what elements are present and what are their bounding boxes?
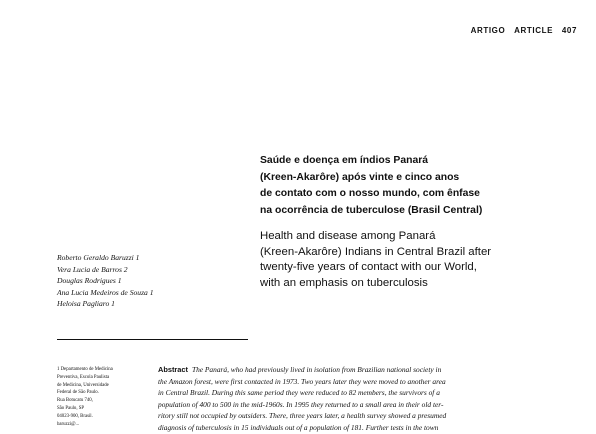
title-en-line: Health and disease among Panará [260,230,436,242]
title-portuguese [260,153,560,219]
abstract-block [158,364,554,434]
title-pt-line: de contato com o nosso mundo, com ênfase [260,188,480,199]
separator-rule [57,339,248,340]
author-name: Vera Lucia de Barros 2 [57,264,128,274]
abstract-line [158,364,554,376]
abstract-text: The Panará, who had previously lived in isolation from Brazilian national society in [191,365,442,374]
affiliation-line: Rua Botucatu 740, [57,398,93,404]
section-label-en: ARTICLE [514,26,554,35]
title-english [260,229,570,291]
abstract-label: Abstract [158,365,188,374]
abstract-line: the Amazon forest, were first contacted in 1973. Two years later they were moved to another area [158,376,446,386]
abstract-line: diagnosis of tuberculosis in 15 individuals out of a population of 181. Further tests in the town [158,422,439,432]
abstract-line: population of 400 to 500 in the mid-1960s. In 1995 they returned to a small area in their old ter- [158,399,444,409]
title-en-line: (Kreen-Akarôre) Indians in Central Brazil after [260,245,492,258]
abstract-line: ritory still not occupied by outsiders. There, three years later, a health survey showed a presumed [158,411,447,421]
affiliation-block [57,366,149,428]
title-en-line: twenty-five years of contact with our World, [260,261,477,274]
affiliation-line: Federal de São Paulo. [57,390,99,396]
affiliation-line: Preventiva, Escola Paulista [57,374,110,380]
author-name: Douglas Rodrigues 1 [57,276,122,286]
running-header [465,26,577,35]
title-pt-line: na ocorrência de tuberculose (Brasil Central) [260,204,483,216]
title-pt-line: (Kreen-Akarôre) após vinte e cinco anos [260,171,460,183]
title-en-line: with an emphasis on tuberculosis [260,276,428,289]
affiliation-line: baruzzi@... [57,421,80,427]
page-number: 407 [561,26,577,35]
affiliation-line: São Paulo, SP [57,405,85,411]
affiliation-line: 04023-900, Brasil. [57,413,93,419]
affiliation-line: 1 Departamento de Medicina [57,367,113,372]
author-list [57,252,247,310]
section-label-pt: ARTIGO [470,26,506,35]
author-name: Heloisa Pagliaro 1 [57,299,115,309]
abstract-line: in Central Brazil. During this same period they were reduced to 82 members, the survivors of a [158,388,440,398]
affiliation-line: de Medicina, Universidade [57,382,109,388]
title-pt-line: Saúde e doença em índios Panará [260,155,429,166]
author-name: Roberto Geraldo Baruzzi 1 [57,253,140,262]
author-name: Ana Lucia Medeiros de Souza 1 [57,287,154,297]
